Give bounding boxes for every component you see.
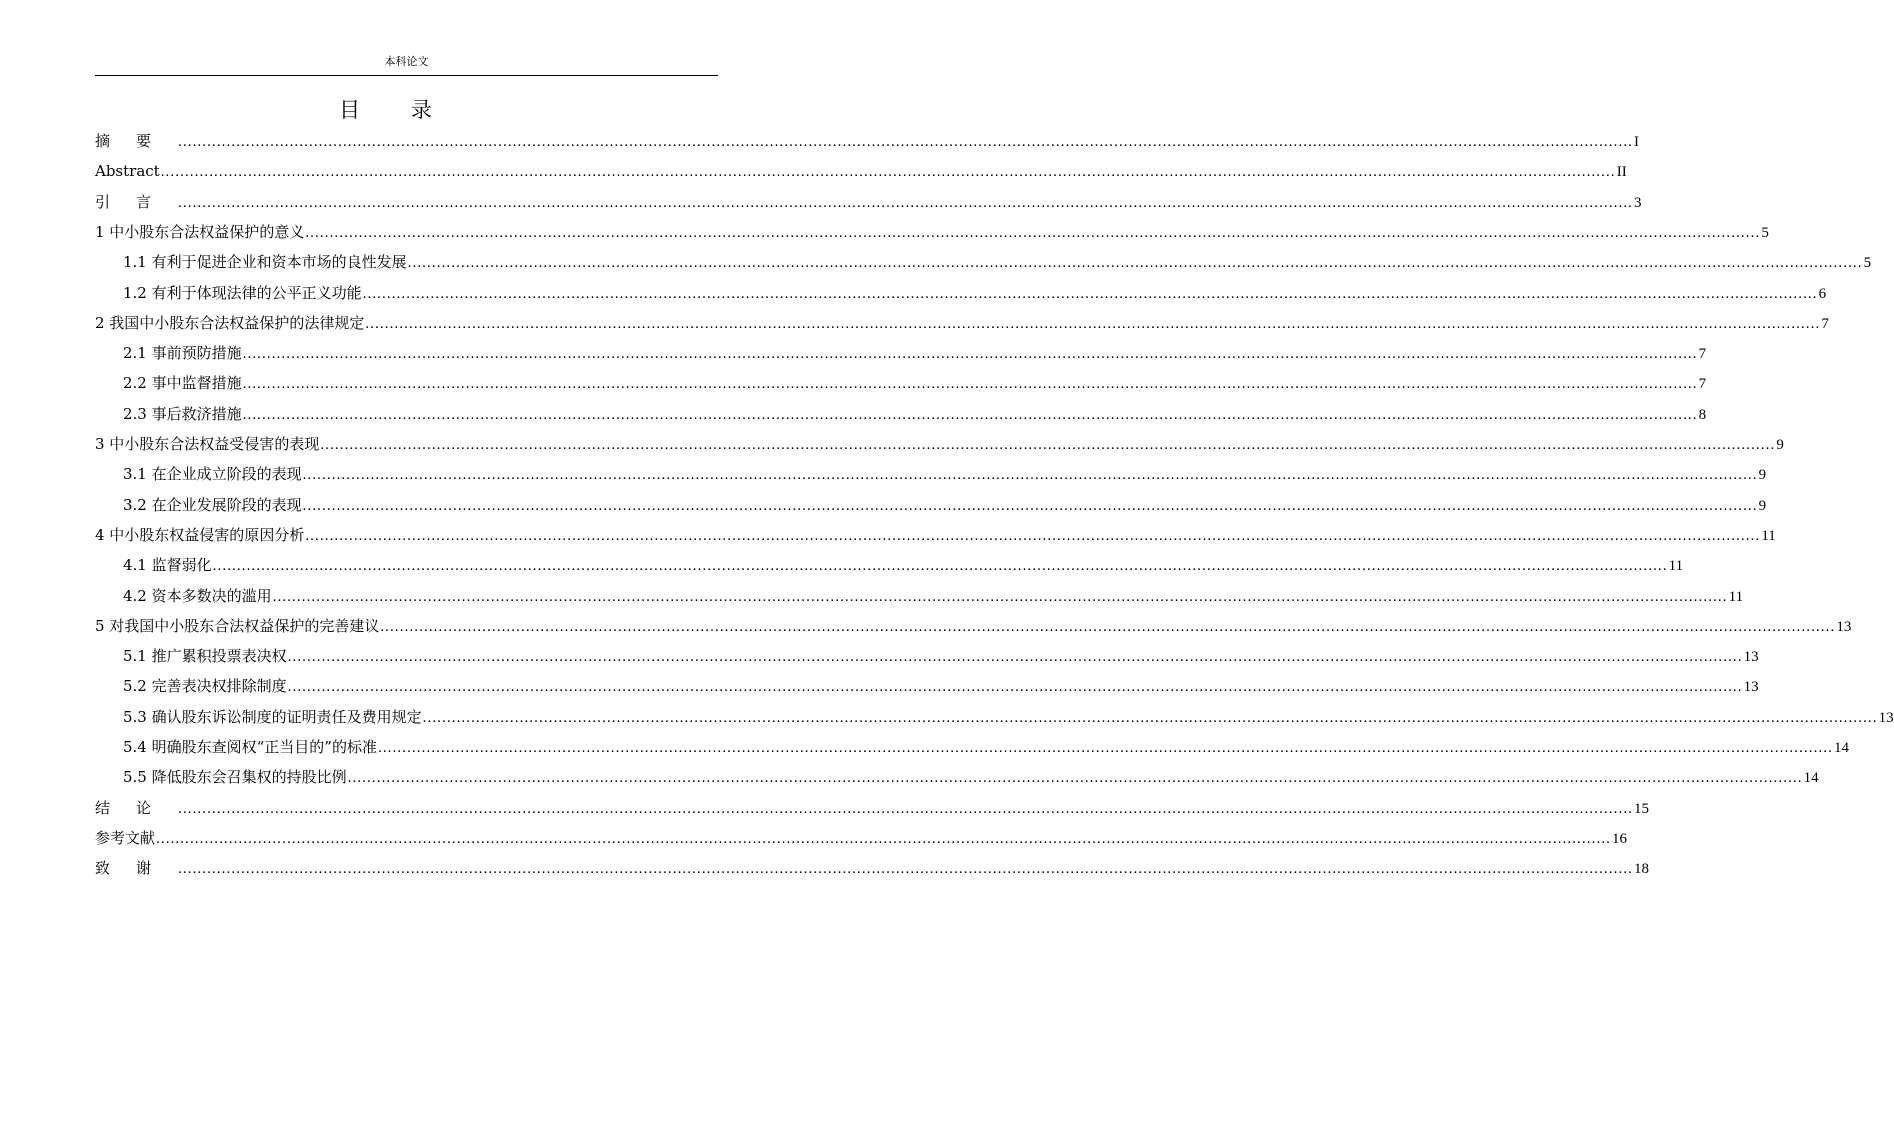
toc-leader-dots: ............................................................................................................................................................................................................................................................................................................ bbox=[272, 588, 1728, 605]
toc-entry[interactable] bbox=[123, 554, 1684, 576]
toc-entry-page: 18 bbox=[1634, 861, 1650, 878]
page-header bbox=[95, 55, 718, 76]
toc-leader-dots: ............................................................................................................................................................................................................................................................................................................ bbox=[347, 770, 1803, 787]
toc-entry-page: 7 bbox=[1821, 315, 1829, 332]
toc-leader-dots: ............................................................................................................................................................................................................................................................................................................ bbox=[365, 315, 1821, 332]
header-text: 本科论文 bbox=[384, 55, 429, 68]
toc-entry-page: 7 bbox=[1698, 346, 1707, 363]
toc-entry-page: 3 bbox=[1634, 194, 1642, 211]
toc-leader-dots: ............................................................................................................................................................................................................................................................................................................ bbox=[422, 709, 1878, 726]
toc-entry-page: 11 bbox=[1728, 588, 1744, 605]
toc-entry-page: 9 bbox=[1776, 437, 1784, 453]
toc-leader-dots: ............................................................................................................................................................................................................................................................................................................ bbox=[178, 800, 1634, 817]
toc-entry-page: 11 bbox=[1668, 558, 1684, 575]
toc-entry-label: 2 我国中小股东合法权益保护的法律规定 bbox=[95, 313, 365, 332]
toc-entry[interactable] bbox=[95, 857, 1650, 879]
toc-entry-label: 4.2 资本多数决的滥用 bbox=[123, 586, 272, 605]
toc-entry-page: I bbox=[1634, 134, 1640, 150]
toc-entry-page: 13 bbox=[1836, 618, 1852, 635]
toc-leader-dots: ............................................................................................................................................................................................................................................................................................................ bbox=[212, 558, 1668, 575]
toc-entry-page: 5 bbox=[1761, 224, 1769, 241]
toc-entry[interactable] bbox=[123, 585, 1744, 607]
toc-leader-dots: ............................................................................................................................................................................................................................................................................................................ bbox=[287, 679, 1743, 696]
toc-entry[interactable] bbox=[95, 312, 1829, 334]
toc-entry[interactable] bbox=[95, 524, 1776, 546]
toc-entry[interactable] bbox=[95, 221, 1769, 243]
toc-leader-dots: ............................................................................................................................................................................................................................................................................................................ bbox=[178, 134, 1634, 150]
toc-leader-dots: ............................................................................................................................................................................................................................................................................................................ bbox=[407, 255, 1863, 272]
toc-entry[interactable] bbox=[123, 494, 1767, 516]
toc-entry[interactable] bbox=[95, 130, 1640, 152]
toc-leader-dots: ............................................................................................................................................................................................................................................................................................................ bbox=[302, 467, 1758, 484]
toc-entry-page: 8 bbox=[1698, 406, 1707, 423]
toc-entry[interactable] bbox=[95, 433, 1784, 455]
toc-leader-dots: ............................................................................................................................................................................................................................................................................................................ bbox=[380, 618, 1836, 635]
toc-entry-page: 14 bbox=[1803, 770, 1819, 787]
toc-entry-page: 13 bbox=[1743, 679, 1759, 696]
toc-leader-dots: ............................................................................................................................................................................................................................................................................................................ bbox=[305, 527, 1761, 544]
toc-leader-dots: ............................................................................................................................................................................................................................................................................................................ bbox=[178, 194, 1634, 211]
toc-entry[interactable] bbox=[123, 706, 1894, 728]
toc-entry[interactable] bbox=[123, 766, 1819, 788]
toc-entry[interactable] bbox=[95, 160, 1627, 182]
toc-entry-label: 5.3 确认股东诉讼制度的证明责任及费用规定 bbox=[123, 707, 422, 726]
toc-entry[interactable] bbox=[123, 282, 1827, 304]
toc-leader-dots: ............................................................................................................................................................................................................................................................................................................ bbox=[178, 861, 1634, 878]
toc-leader-dots: ............................................................................................................................................................................................................................................................................................................ bbox=[242, 406, 1698, 423]
toc-entry[interactable] bbox=[123, 342, 1707, 364]
toc-entry-label: Abstract bbox=[95, 162, 160, 181]
toc-entry-page: 13 bbox=[1743, 649, 1759, 666]
toc-leader-dots: ............................................................................................................................................................................................................................................................................................................ bbox=[287, 649, 1743, 666]
toc-entry-page: 7 bbox=[1698, 376, 1707, 393]
toc-leader-dots: ............................................................................................................................................................................................................................................................................................................ bbox=[160, 164, 1616, 181]
toc-leader-dots: ............................................................................................................................................................................................................................................................................................................ bbox=[305, 224, 1761, 241]
toc-entry-label: 致谢 bbox=[95, 859, 178, 878]
toc-entry-label: 2.3 事后救济措施 bbox=[123, 404, 242, 423]
toc-entry[interactable] bbox=[95, 827, 1628, 849]
toc-entry[interactable] bbox=[123, 463, 1767, 485]
toc-entry[interactable] bbox=[123, 403, 1707, 425]
toc-entry-label: 5.4 明确股东查阅权“正当目的”的标准 bbox=[123, 738, 377, 756]
toc-entry-label: 5 对我国中小股东合法权益保护的完善建议 bbox=[95, 616, 380, 635]
toc-entry[interactable] bbox=[123, 372, 1707, 394]
toc-entry-label: 1.1 有利于促进企业和资本市场的良性发展 bbox=[123, 253, 407, 272]
toc-entry[interactable] bbox=[123, 736, 1849, 758]
toc-entry-page: 6 bbox=[1818, 285, 1827, 302]
toc-entry-label: 结论 bbox=[95, 798, 178, 817]
toc-entry[interactable] bbox=[123, 251, 1872, 273]
toc-entry-label: 2.1 事前预防措施 bbox=[123, 344, 242, 363]
toc-entry-page: 5 bbox=[1863, 255, 1872, 272]
toc-entry-page: 16 bbox=[1612, 830, 1628, 847]
toc-entry-page: II bbox=[1616, 164, 1627, 181]
toc-entry-label: 1.2 有利于体现法律的公平正义功能 bbox=[123, 283, 362, 302]
toc-entry-label: 3.1 在企业成立阶段的表现 bbox=[123, 465, 302, 484]
toc-entry-label: 参考文献 bbox=[95, 828, 156, 847]
toc-entry-label: 5.1 推广累积投票表决权 bbox=[123, 647, 287, 666]
toc-entry-label: 3 中小股东合法权益受侵害的表现 bbox=[95, 435, 320, 453]
toc-leader-dots: ............................................................................................................................................................................................................................................................................................................ bbox=[362, 285, 1818, 302]
toc-leader-dots: ............................................................................................................................................................................................................................................................................................................ bbox=[242, 346, 1698, 363]
toc-entry-label: 1 中小股东合法权益保护的意义 bbox=[95, 222, 305, 241]
toc-entry-page: 13 bbox=[1878, 709, 1894, 726]
toc-entry[interactable] bbox=[95, 797, 1650, 819]
toc-entry-page: 9 bbox=[1758, 467, 1767, 484]
toc-entry-page: 15 bbox=[1634, 800, 1650, 817]
toc-entry-label: 摘要 bbox=[95, 132, 178, 150]
toc-leader-dots: ............................................................................................................................................................................................................................................................................................................ bbox=[320, 437, 1776, 453]
toc-entry-label: 引言 bbox=[95, 192, 178, 211]
toc-leader-dots: ............................................................................................................................................................................................................................................................................................................ bbox=[242, 376, 1698, 393]
toc-entry-label: 5.2 完善表决权排除制度 bbox=[123, 677, 287, 696]
toc-entry[interactable] bbox=[123, 675, 1759, 697]
toc-entry[interactable] bbox=[95, 191, 1642, 213]
toc-entry-label: 4.1 监督弱化 bbox=[123, 556, 212, 575]
toc-entry[interactable] bbox=[95, 615, 1852, 637]
toc-leader-dots: ............................................................................................................................................................................................................................................................................................................ bbox=[156, 830, 1612, 847]
toc-entry-label: 2.2 事中监督措施 bbox=[123, 374, 242, 393]
toc-entry-label: 5.5 降低股东会召集权的持股比例 bbox=[123, 768, 347, 787]
toc-entry[interactable] bbox=[123, 645, 1759, 667]
toc-entry-page: 11 bbox=[1761, 527, 1776, 544]
toc-entry-page: 14 bbox=[1833, 740, 1849, 756]
toc-title: 目 录 bbox=[339, 98, 454, 122]
toc-entry-label: 4 中小股东权益侵害的原因分析 bbox=[95, 525, 305, 544]
toc-entry-page: 9 bbox=[1758, 497, 1767, 514]
toc-leader-dots: ............................................................................................................................................................................................................................................................................................................ bbox=[302, 497, 1758, 514]
toc-leader-dots: ............................................................................................................................................................................................................................................................................................................ bbox=[377, 740, 1833, 756]
toc-entry-label: 3.2 在企业发展阶段的表现 bbox=[123, 495, 302, 514]
